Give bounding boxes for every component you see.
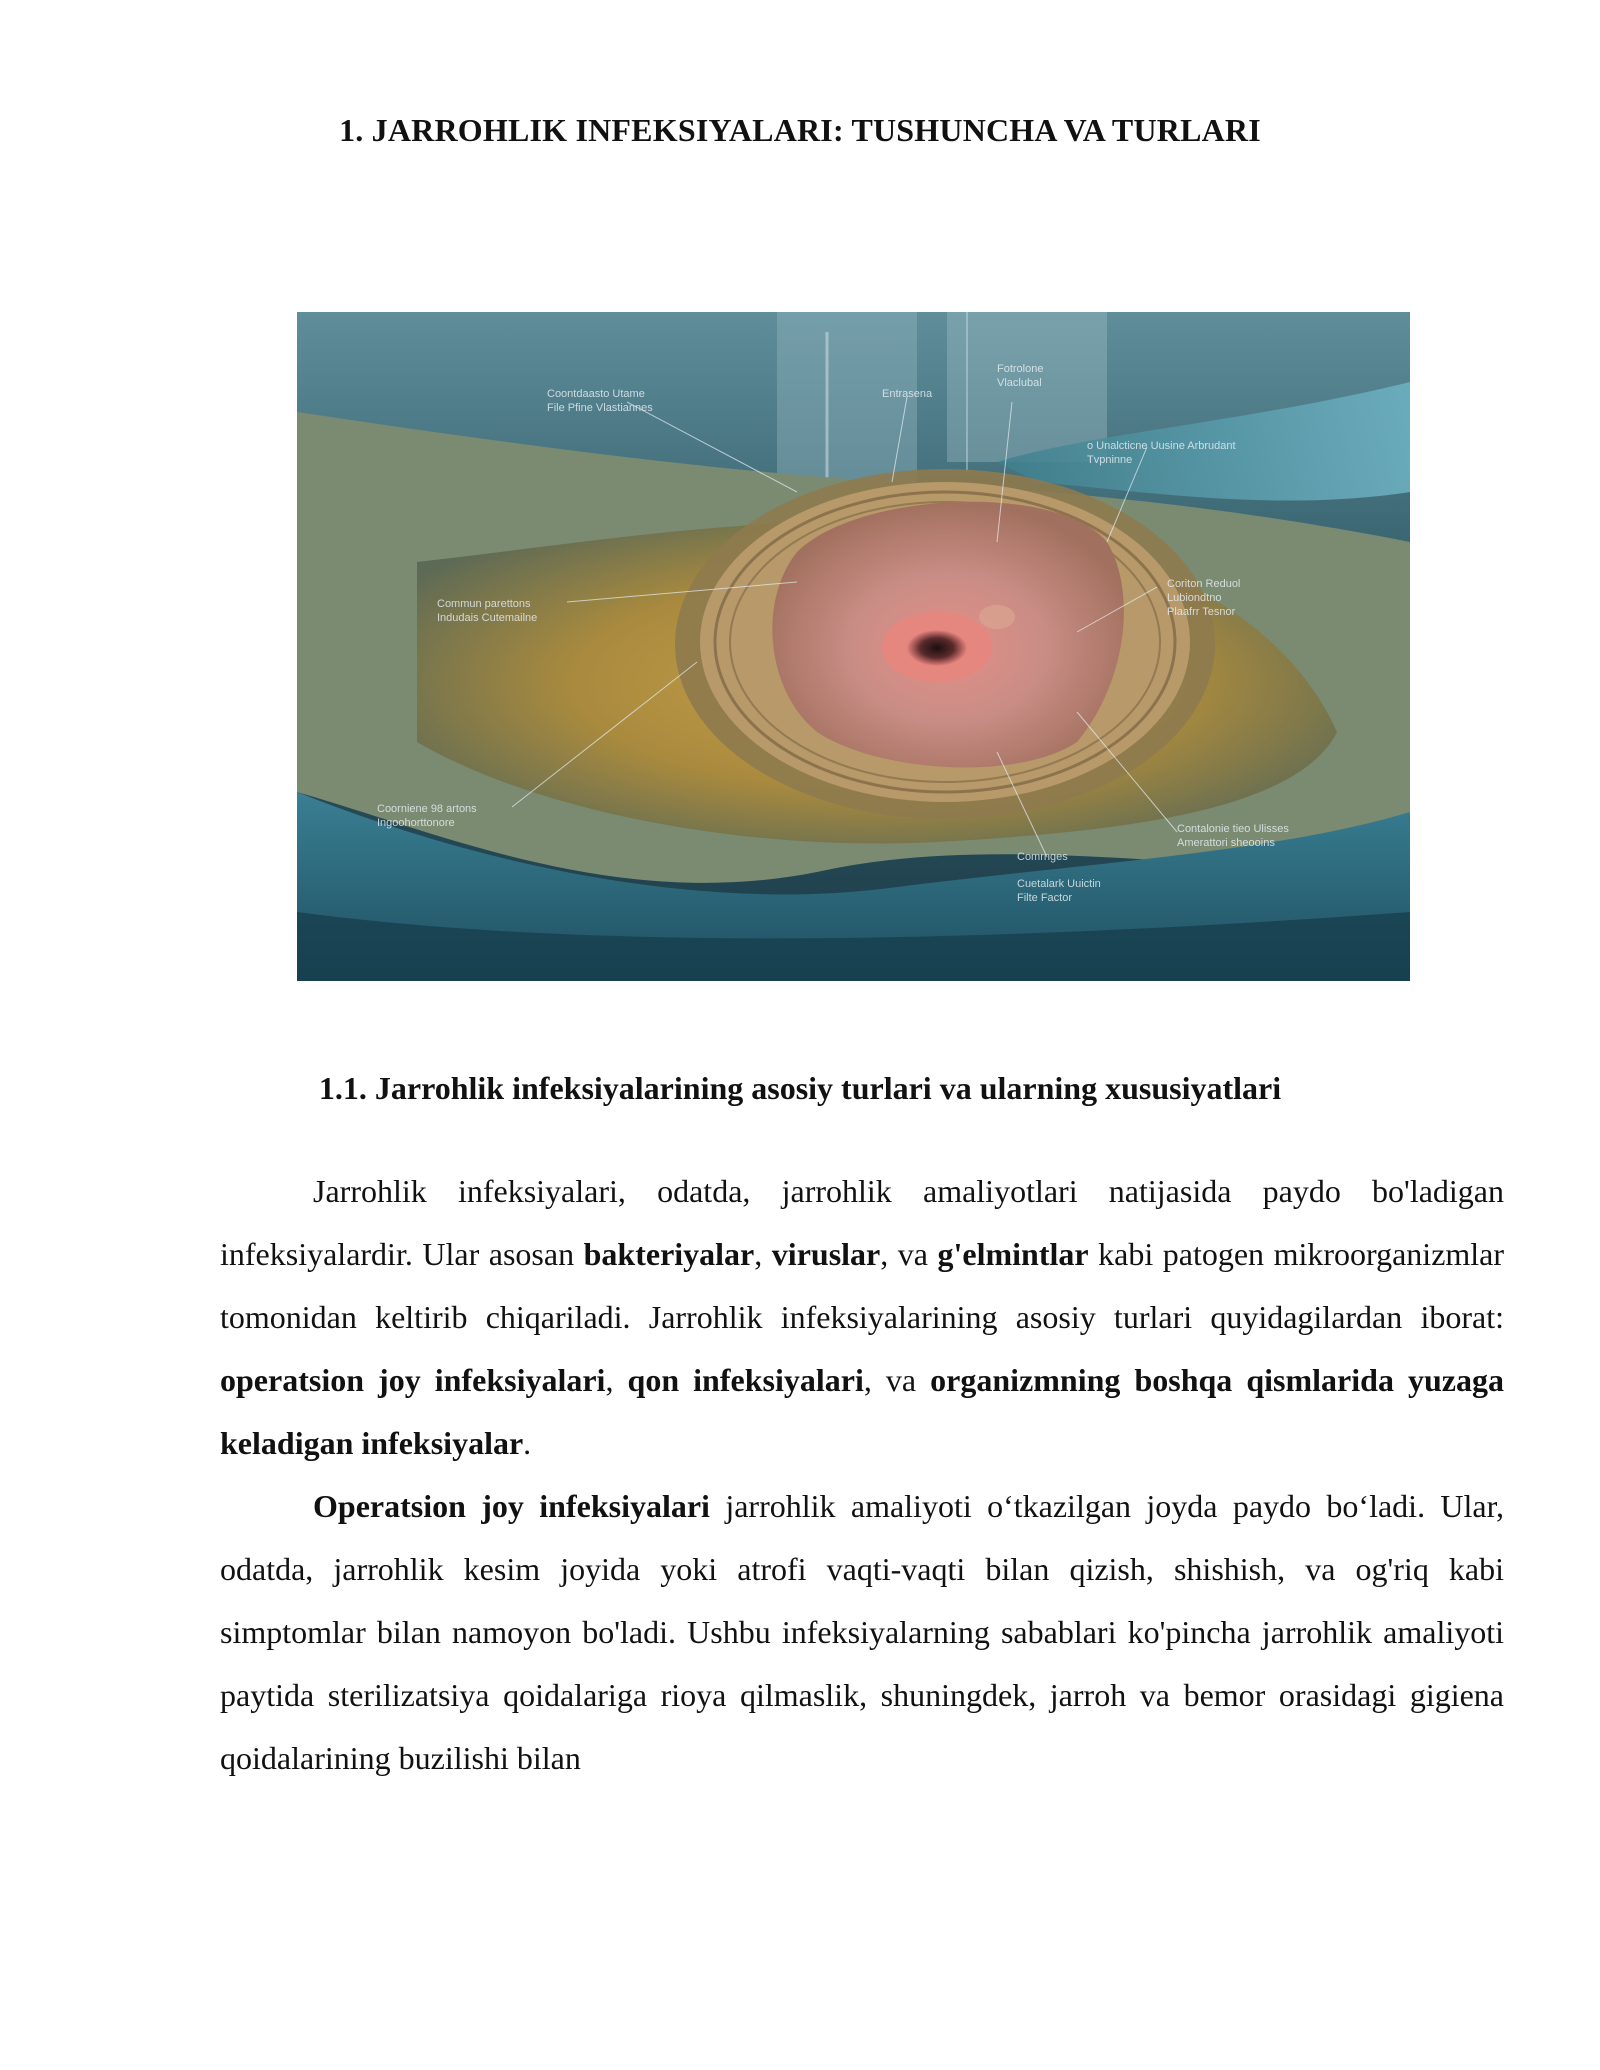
paragraph-1 [220,1160,1504,1475]
paragraph-1-text-3: , va [880,1236,938,1272]
term-gelmintlar: g'elmintlar [937,1236,1089,1272]
figure-label-6: Commun parettons Indudais Cutemailne [437,598,538,624]
paragraph-2-text-1: jarrohlik amaliyoti o‘tkazilgan joyda paydo bo‘ladi. Ular, odatda, jarrohlik kesim joyida yoki atrofi vaqti-vaqti bilan qizish, shishish, va og'riq kabi simptomlar bilan namoyon bo'ladi. Ushbu infeksiyalarning sabablari ko'pincha jarrohlik amaliyoti paytida sterilizatsiya qoidalariga rioya qilmaslik, shuningdek, jarroh va bemor orasidagi gigiena qoidalarining buzilishi bilan [220,1488,1505,1776]
figure-label-7: Coorniene 98 artons Ingoohorttonore [377,803,477,829]
figure-label-10: Cuetalark Uuictin Filte Factor [1017,878,1101,904]
paragraph-1-text-6: , va [863,1362,931,1398]
figure-label-3: Fotrolone Vlaclubal [997,363,1044,389]
figure-label-9: Comrnges [1017,851,1068,863]
term-boshqa-qismlar: organizmning boshqa qismlarida yuzaga keladigan infeksiyalar [220,1362,1505,1461]
figure-label-8: Contalonie tieo Ulisses Amerattori sheooins [1177,823,1289,849]
wound-illustration [297,312,1410,981]
term-qon-infeksiyalari: qon infeksiyalari [627,1362,864,1398]
term-bakteriyalar: bakteriyalar [583,1236,755,1272]
figure-label-2: Entrasena [882,388,933,400]
term-operatsion-joy-2: Operatsion joy infeksiyalari [313,1488,710,1524]
paragraph-1-text-4: kabi patogen mikroorganizmlar tomonidan keltirib chiqariladi. Jarrohlik infeksiyalarining asosiy turlari quyidagilardan iborat: [220,1236,1505,1335]
term-operatsion-joy: operatsion joy infeksiyalari [220,1362,606,1398]
term-viruslar: viruslar [771,1236,881,1272]
figure-label-5: Coriton Reduol Lubiondtno Plaafrr Tesnor [1167,578,1241,618]
paragraph-1-text-7: . [523,1425,532,1461]
page-title: 1. JARROHLIK INFEKSIYALARI: TUSHUNCHA VA TURLARI [339,112,1261,148]
paragraph-1-text-5: , [605,1362,628,1398]
section-heading: 1.1. Jarrohlik infeksiyalarining asosiy turlari va ularning xususiyatlari [318,1070,1282,1106]
figure-label-4: o Unalcticne Uusine Arbrudant Tvpninne [1087,440,1236,466]
figure-label-1: Coontdaasto Utame File Pfine Vlastiannes [547,388,653,414]
wound-illustration-svg [297,312,1410,981]
paragraph-1-text-2: , [754,1236,772,1272]
paragraph-1-text-1: Jarrohlik infeksiyalari, odatda, jarrohlik amaliyotlari natijasida paydo bo'ladigan infeksiyalardir. Ular asosan [220,1173,1504,1272]
body-text [220,1160,1504,1790]
paragraph-2 [220,1475,1504,1790]
